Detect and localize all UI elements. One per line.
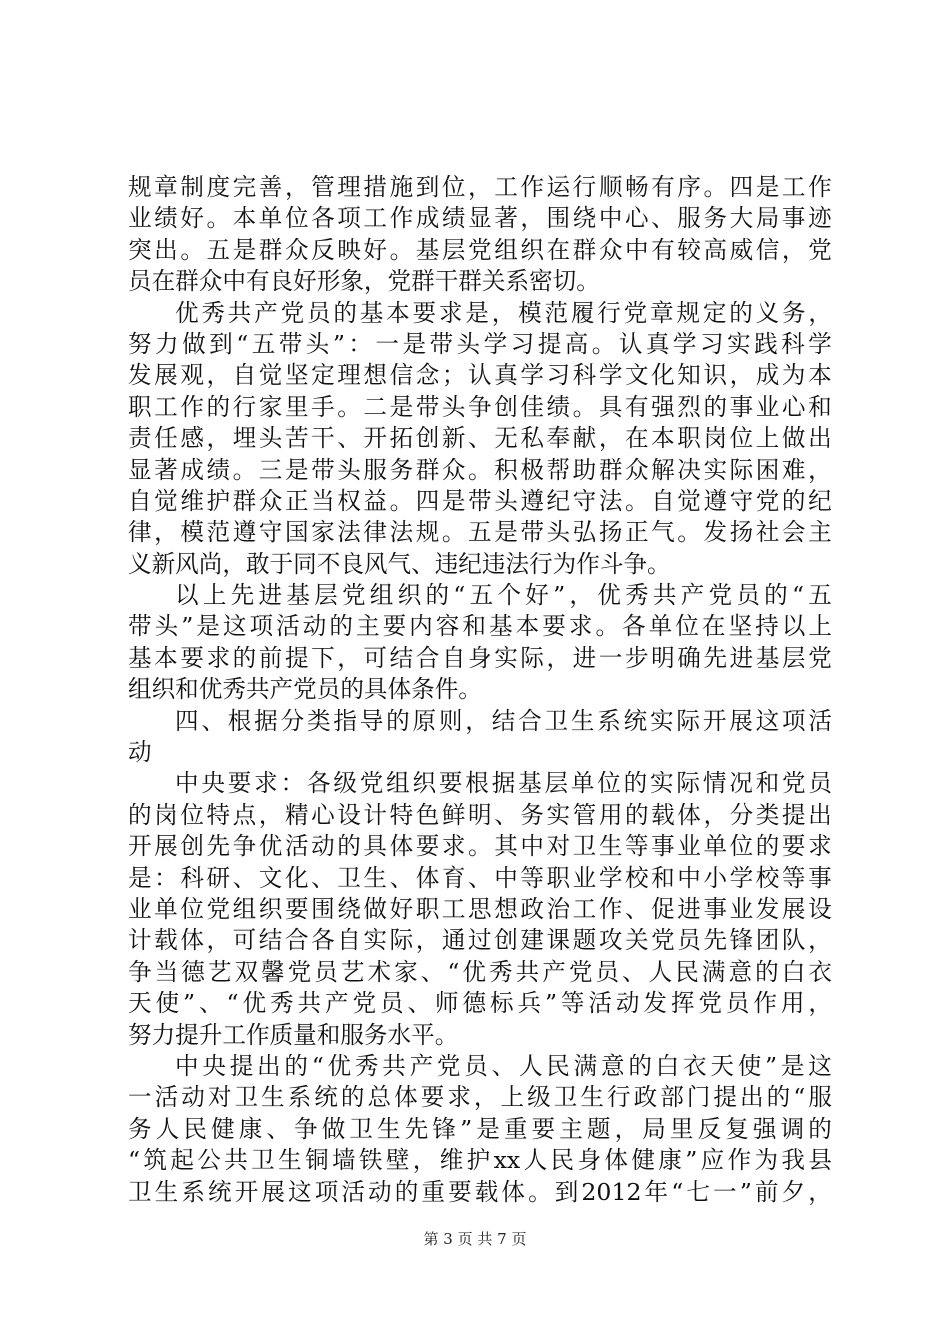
body-text (128, 172, 832, 1208)
text-line: 是 ： 科 研 、 文 化 、 卫 生 、 体 育 、 中 等 职 业 学 校 和 中 小 学 校 等 事 (128, 863, 832, 892)
page-footer: 第 3 页 共 7 页 (423, 1230, 527, 1248)
text-line: 义新风尚，敢于同不良风气、违纪违法行为作斗争。 (128, 549, 671, 578)
text-line: 优 秀 共 产 党 员 的 基 本 要 求 是 ， 模 范 履 行 党 章 规 定 的 义 务 ， (175, 298, 832, 327)
text-line: 显 著 成 绩 。 三 是 带 头 服 务 群 众 。 积 极 帮 助 群 众 解 决 实 际 困 难 ， (128, 455, 832, 484)
text-line: 发 展 观 ， 自 觉 坚 定 理 想 信 念 ； 认 真 学 习 科 学 文 化 知 识 ， 成 为 本 (128, 361, 832, 390)
text-line: 卫 生 系 统 开 展 这 项 活 动 的 重 要 载 体 。 到 2012 年 “ 七 一 ” 前 夕 ， (128, 1177, 832, 1206)
text-line: 开 展 创 先 争 优 活 动 的 具 体 要 求 。 其 中 对 卫 生 等 事 业 单 位 的 要 求 (128, 832, 832, 861)
text-line: 职 工 作 的 行 家 里 手 。 二 是 带 头 争 创 佳 绩 。 具 有 强 烈 的 事 业 心 和 (128, 392, 832, 421)
text-line: 自 觉 维 护 群 众 正 当 权 益 。 四 是 带 头 遵 纪 守 法 。 自 觉 遵 守 党 的 纪 (128, 486, 832, 515)
text-line: 以 上 先 进 基 层 党 组 织 的 “ 五 个 好 ” ， 优 秀 共 产 党 员 的 “ 五 (175, 581, 832, 610)
text-line: 律 ， 模 范 遵 守 国 家 法 律 法 规 。 五 是 带 头 弘 扬 正 气 。 发 扬 社 会 主 (128, 518, 832, 547)
text-line: 计 载 体 ， 可 结 合 各 自 实 际 ， 通 过 创 建 课 题 攻 关 党 员 先 锋 团 队 ， (128, 926, 832, 955)
text-line: 业 单 位 党 组 织 要 围 绕 做 好 职 工 思 想 政 治 工 作 、 促 进 事 业 发 展 设 (128, 894, 832, 923)
text-line: 四 、 根 据 分 类 指 导 的 原 则 ， 结 合 卫 生 系 统 实 际 开 展 这 项 活 (175, 706, 832, 735)
text-line: 务 人 民 健 康 、 争 做 卫 生 先 锋 ” 是 重 要 主 题 ， 局 里 反 复 强 调 的 (128, 1114, 832, 1143)
text-line: “ 筑 起 公 共 卫 生 铜 墙 铁 壁 ， 维 护 xx 人 民 身 体 健 康 ” 应 作 为 我 县 (128, 1146, 832, 1175)
text-line: 努力提升工作质量和服务水平。 (128, 1020, 459, 1049)
text-line: 努 力 做 到 “ 五 带 头 ” ： 一 是 带 头 学 习 提 高 。 认 真 学 习 实 践 科 学 (128, 329, 832, 358)
text-line: 带 头 ” 是 这 项 活 动 的 主 要 内 容 和 基 本 要 求 。 各 单 位 在 坚 持 以 上 (128, 612, 832, 641)
text-line: 天 使 ” 、 “ 优 秀 共 产 党 员 、 师 德 标 兵 ” 等 活 动 发 挥 党 员 作 用 ， (128, 989, 832, 1018)
text-line: 中 央 提 出 的 “ 优 秀 共 产 党 员 、 人 民 满 意 的 白 衣 天 使 ” 是 这 (175, 1051, 832, 1080)
text-line: 组织和优秀共产党员的具体条件。 (128, 675, 482, 704)
text-line: 动 (128, 738, 152, 767)
text-line: 员在群众中有良好形象，党群干群关系密切。 (128, 267, 600, 296)
text-line: 中 央 要 求 ： 各 级 党 组 织 要 根 据 基 层 单 位 的 实 际 情 况 和 党 员 (175, 769, 832, 798)
text-line: 突 出 。 五 是 群 众 反 映 好 。 基 层 党 组 织 在 群 众 中 有 较 高 威 信 ， 党 (128, 235, 832, 264)
text-line: 业 绩 好 。 本 单 位 各 项 工 作 成 绩 显 著 ， 围 绕 中 心 、 服 务 大 局 事 迹 (128, 204, 832, 233)
text-line: 规 章 制 度 完 善 ， 管 理 措 施 到 位 ， 工 作 运 行 顺 畅 有 序 。 四 是 工 作 (128, 173, 832, 201)
text-line: 一 活 动 对 卫 生 系 统 的 总 体 要 求 ， 上 级 卫 生 行 政 部 门 提 出 的 “ 服 (128, 1083, 832, 1112)
text-line: 基 本 要 求 的 前 提 下 ， 可 结 合 自 身 实 际 ， 进 一 步 明 确 先 进 基 层 党 (128, 643, 832, 672)
text-line: 责 任 感 ， 埋 头 苦 干 、 开 拓 创 新 、 无 私 奉 献 ， 在 本 职 岗 位 上 做 出 (128, 424, 832, 453)
text-line: 的 岗 位 特 点 ， 精 心 设 计 特 色 鲜 明 、 务 实 管 用 的 载 体 ， 分 类 提 出 (128, 800, 832, 829)
text-line: 争 当 德 艺 双 馨 党 员 艺 术 家 、 “ 优 秀 共 产 党 员 、 人 民 满 意 的 白 衣 (128, 957, 832, 986)
